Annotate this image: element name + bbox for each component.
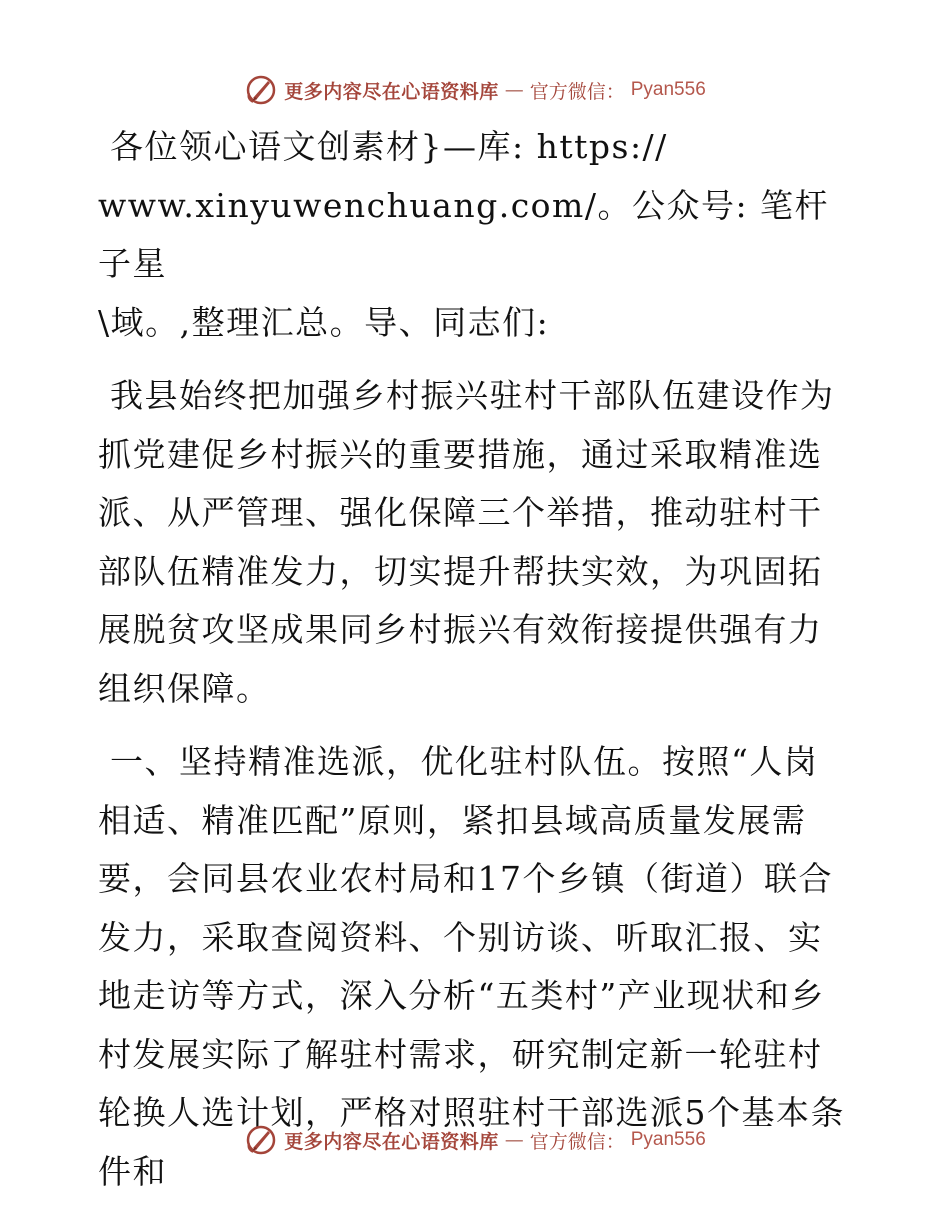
- header-banner: [0, 70, 950, 110]
- banner-title: 更多内容尽在心语资料库: [284, 80, 499, 103]
- footer-banner: [0, 1120, 950, 1160]
- banner-separator: —: [504, 1129, 524, 1151]
- banner-wechat-label: 官方微信：: [529, 80, 625, 103]
- banner-separator: —: [504, 79, 524, 101]
- paragraph-section-one: 一、坚持精准选派，优化驻村队伍。按照“人岗相适、精准匹配”原则，紧扣县域高质量发展需要，会同县农业农村局和17个乡镇（街道）联合发力，采取查阅资料、个别访谈、听取汇报、实地走访等方式，深入分析“五类村”产业现状和乡村发展实际了解驻村需求，研究制定新一轮驻村轮换人选计划，严格对照驻村干部选派5个基本条件和: [98, 742, 845, 1191]
- banner-wechat-id: Pyan556: [630, 1129, 706, 1150]
- quill-pen-logo-icon: [244, 1123, 278, 1157]
- paragraph-overview: 我县始终把加强乡村振兴驻村干部队伍建设作为抓党建促乡村振兴的重要措施，通过采取精准选派、从严管理、强化保障三个举措，推动驻村干部队伍精准发力，切实提升帮扶实效，为巩固拓展脱贫攻坚成果同乡村振兴有效衔接提供强有力组织保障。: [98, 376, 835, 708]
- quill-pen-logo-icon: [244, 73, 278, 107]
- banner-wechat-label: 官方微信：: [529, 1130, 625, 1153]
- banner-title: 更多内容尽在心语资料库: [284, 1130, 499, 1153]
- banner-wechat-id: Pyan556: [630, 79, 706, 100]
- document-body: [98, 118, 850, 1201]
- paragraph-intro: 各位领心语文创素材}—库: https:// www.xinyuwenchuang.com/。公众号: 笔杆子星 \域。,整理汇总。导、同志们:: [98, 127, 830, 342]
